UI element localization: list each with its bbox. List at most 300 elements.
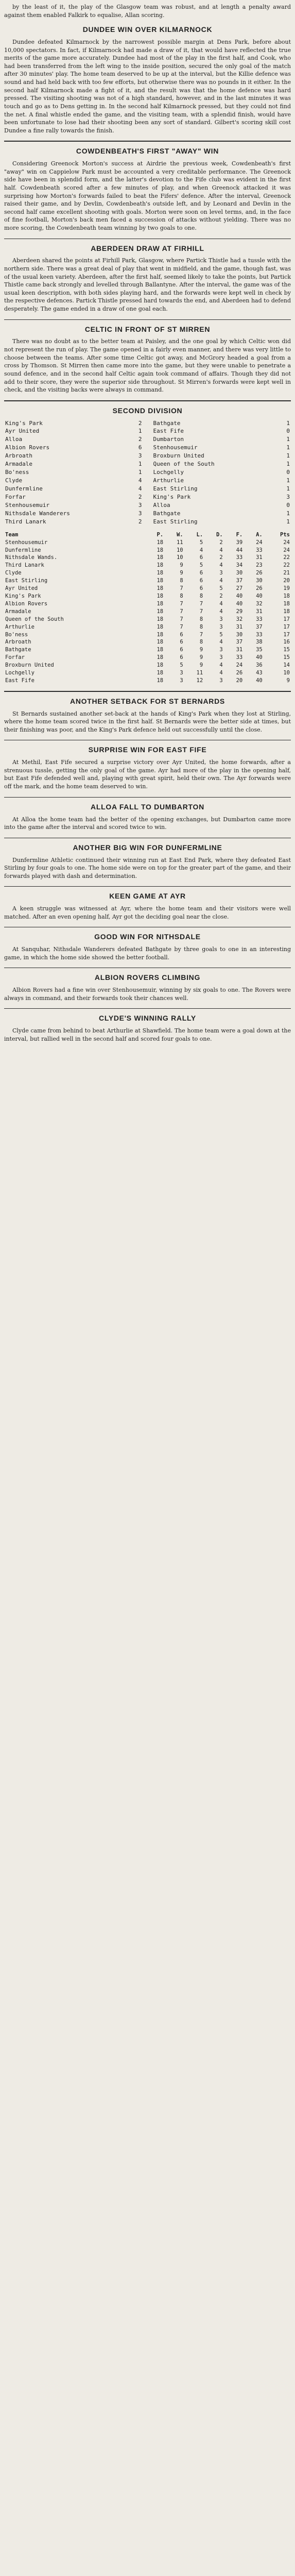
league-cell-points: 16 <box>283 639 290 646</box>
results-team-right: Arthurlie <box>153 477 184 484</box>
league-cell-drawn: 4 <box>219 578 223 584</box>
league-cell-played: 18 <box>157 677 164 684</box>
league-cell-lost: 9 <box>199 654 203 661</box>
league-cell-points: 15 <box>283 647 290 653</box>
league-cell-played: 18 <box>157 578 164 584</box>
league-cell-played: 18 <box>157 592 164 599</box>
league-cell-played: 18 <box>157 570 164 577</box>
results-team-right: Bathgate <box>153 510 181 517</box>
results-team-right: Broxburn United <box>153 452 204 460</box>
section-paragraph: Clyde came from behind to beat Arthurlie at Shawfield. The home team were a goal down at the interval, but rallied well in the second half and scored four goals to one. <box>4 1027 291 1042</box>
section-paragraph: At Sanquhar, Nithsdale Wanderers defeated Bathgate by three goals to one in an interesting game, in which the home side showed the better football. <box>4 946 291 961</box>
league-cell-team: Bo'ness <box>5 631 28 638</box>
league-cell-drawn: 4 <box>219 670 223 676</box>
league-cell-won: 11 <box>176 539 183 546</box>
league-row <box>4 562 291 569</box>
section-paragraph: St Bernards sustained another set-back at the hands of King's Park when they lost at Stirling, where the home team scored twice in the first half. St Bernards were the better side at times, but their finishing was poor, and the King's Park defence held out successfully until the close. <box>4 710 291 733</box>
results-row <box>4 452 291 460</box>
league-cell-against: 26 <box>256 585 263 592</box>
section-rule <box>4 691 291 692</box>
league-cell-won: 7 <box>180 585 183 592</box>
league-cell-against: 32 <box>256 600 263 607</box>
results-row <box>4 419 291 428</box>
league-cell-drawn: 3 <box>219 570 223 577</box>
section-title: ALBION ROVERS CLIMBING <box>94 973 201 982</box>
league-row <box>4 608 291 616</box>
league-cell-team: Clyde <box>5 570 22 577</box>
league-header-against: A. <box>256 531 263 538</box>
section-rule <box>4 319 291 320</box>
league-row <box>4 539 291 547</box>
league-cell-won: 6 <box>180 631 183 638</box>
league-cell-team: Stenhousemuir <box>5 539 48 546</box>
league-cell-won: 6 <box>180 654 183 661</box>
results-score-right: 1 <box>286 436 290 443</box>
league-cell-against: 43 <box>256 670 263 676</box>
results-score-left: 1 <box>138 428 142 435</box>
league-row <box>4 554 291 562</box>
league-cell-against: 33 <box>256 616 263 622</box>
league-cell-team: Dunfermline <box>5 547 41 553</box>
league-cell-for: 30 <box>236 570 243 577</box>
results-row <box>4 518 291 526</box>
league-cell-drawn: 4 <box>219 600 223 607</box>
section-aberdeen <box>4 244 291 313</box>
results-score-right: 1 <box>286 461 290 468</box>
section-second-division <box>4 406 291 685</box>
results-row <box>4 460 291 468</box>
opening-paragraph: by the least of it, the play of the Glasgow team was robust, and at length a penalty award against them enabled Falkirk to equalise, Allan scoring. <box>4 4 291 19</box>
results-table-wrap <box>4 419 291 526</box>
league-cell-against: 24 <box>256 539 263 546</box>
league-cell-for: 31 <box>236 647 243 653</box>
league-header-points: Pts <box>280 531 290 538</box>
league-cell-team: Armadale <box>5 608 31 615</box>
league-cell-lost: 12 <box>196 677 203 684</box>
league-cell-played: 18 <box>157 547 164 553</box>
section-title: CELTIC IN FRONT OF ST MIRREN <box>84 325 211 333</box>
league-cell-drawn: 3 <box>219 623 223 630</box>
results-score-left: 4 <box>138 477 142 484</box>
league-cell-for: 31 <box>236 623 243 630</box>
league-cell-played: 18 <box>157 539 164 546</box>
section-east-fife <box>4 745 291 790</box>
results-team-right: Dumbarton <box>153 436 184 443</box>
league-cell-won: 10 <box>176 554 183 561</box>
league-cell-drawn: 3 <box>219 616 223 622</box>
league-cell-played: 18 <box>157 608 164 615</box>
results-score-right: 1 <box>286 518 290 525</box>
section-clyde <box>4 1014 291 1043</box>
league-cell-played: 18 <box>157 670 164 676</box>
results-separator <box>143 518 152 526</box>
league-cell-points: 15 <box>283 654 290 661</box>
section-title: SECOND DIVISION <box>112 406 183 415</box>
league-cell-won: 9 <box>180 570 183 577</box>
league-cell-team: Arbroath <box>5 639 31 646</box>
results-team-left: Nithsdale Wanderers <box>5 510 70 517</box>
league-table <box>4 531 291 685</box>
league-cell-for: 33 <box>236 654 243 661</box>
league-cell-against: 31 <box>256 608 263 615</box>
league-cell-won: 3 <box>180 670 183 676</box>
league-cell-points: 14 <box>283 662 290 669</box>
league-cell-lost: 7 <box>199 608 203 615</box>
league-cell-team: Forfar <box>5 654 25 661</box>
results-score-right: 0 <box>286 501 290 509</box>
section-rule <box>4 797 291 798</box>
results-score-right: 1 <box>286 444 290 451</box>
league-cell-drawn: 2 <box>219 539 223 546</box>
results-separator <box>143 485 152 493</box>
league-row <box>4 677 291 685</box>
section-paragraph: At Alloa the home team had the better of the opening exchanges, but Dumbarton came more into the game after the interval and scored twice to win. <box>4 816 291 831</box>
league-cell-against: 23 <box>256 562 263 569</box>
league-cell-drawn: 3 <box>219 654 223 661</box>
league-row <box>4 577 291 585</box>
league-cell-lost: 7 <box>199 631 203 638</box>
league-cell-team: Ayr United <box>5 585 38 592</box>
league-cell-against: 36 <box>256 662 263 669</box>
league-cell-drawn: 2 <box>219 592 223 599</box>
league-cell-points: 21 <box>283 570 290 577</box>
results-score-left: 2 <box>138 493 142 500</box>
results-score-right: 1 <box>286 510 290 517</box>
results-team-left: Stenhousemuir <box>5 501 50 509</box>
results-score-left: 3 <box>138 501 142 509</box>
league-cell-played: 18 <box>157 639 164 646</box>
league-cell-team: Third Lanark <box>5 562 44 569</box>
results-team-left: Albion Rovers <box>5 444 50 451</box>
league-row <box>4 600 291 608</box>
league-header-played: P. <box>157 531 164 538</box>
league-row <box>4 662 291 669</box>
results-team-right: East Fife <box>153 428 184 435</box>
league-cell-for: 24 <box>236 662 243 669</box>
league-cell-lost: 8 <box>199 623 203 630</box>
section-title: SURPRISE WIN FOR EAST FIFE <box>88 745 207 754</box>
league-cell-points: 19 <box>283 585 290 592</box>
league-cell-drawn: 5 <box>219 585 223 592</box>
league-cell-played: 18 <box>157 554 164 561</box>
league-cell-lost: 11 <box>196 670 203 676</box>
league-header-won: W. <box>176 531 183 538</box>
results-score-right: 1 <box>286 477 290 484</box>
league-cell-for: 30 <box>236 631 243 638</box>
results-separator <box>143 493 152 501</box>
section-paragraph: At Methil, East Fife secured a surprise victory over Ayr United, the home forwards, after a strenuous tussle, getting the only goal of the game. Ayr had more of the play in the opening half, but East Fife defended well and, playing with great spirit, held their own. The Ayr forwards were off the mark, and the home team deserved to win. <box>4 759 291 790</box>
league-cell-drawn: 3 <box>219 677 223 684</box>
league-cell-for: 44 <box>236 547 243 553</box>
results-score-left: 6 <box>138 444 142 451</box>
results-score-left: 2 <box>138 436 142 443</box>
section-title: ALLOA FALL TO DUMBARTON <box>91 802 204 811</box>
league-cell-played: 18 <box>157 562 164 569</box>
league-cell-lost: 8 <box>199 592 203 599</box>
league-cell-for: 33 <box>236 554 243 561</box>
results-team-left: Clyde <box>5 477 23 484</box>
results-team-left: Ayr United <box>5 428 40 435</box>
league-cell-played: 18 <box>157 600 164 607</box>
results-separator <box>143 477 152 485</box>
results-team-right: Queen of the South <box>153 461 215 468</box>
league-cell-points: 24 <box>283 547 290 553</box>
league-cell-against: 37 <box>256 623 263 630</box>
league-row <box>4 638 291 646</box>
league-cell-lost: 6 <box>199 570 203 577</box>
section-paragraph: Dundee defeated Kilmarnock by the narrowest possible margin at Dens Park, before about 10,000 spectators. In fact, if Kilmarnock had made a draw of it, that would have reflected the true merits of the game more accurately. Dundee had most of the play in the first half, and Cook, who had been transferred from the left wing to the inside position, secured the only goal of the match after 30 minutes' play. The home team deserved to be up at the interval, but the Killie defence was sound and had held back with too few efforts, but otherwise there was no pounds in it either. In the second half Kilmarnock made a fight of it, and the result was that the home defence was hard pressed. The visiting shooting was not of a high standard, however, and in the last minutes it was touch and go as to Dens getting in. In the second half Kilmarnock pressed, but they could not find the net. A final whistle ended the game, and the visiting team, with a splendid finish, would have been unfortunate to lose had their shooting been any sort of standard. Gilbert's scoring skill cost Dundee a fine rally towards the finish. <box>4 39 291 134</box>
league-cell-won: 8 <box>180 578 183 584</box>
league-row <box>4 623 291 631</box>
results-score-left: 4 <box>138 485 142 493</box>
results-row <box>4 468 291 477</box>
league-cell-lost: 6 <box>199 554 203 561</box>
results-team-right: Stenhousemuir <box>153 444 198 451</box>
section-paragraph: Aberdeen shared the points at Firhill Park, Glasgow, where Partick Thistle had a tussle with the northern side. There was a great deal of play that went in midfield, and the game, though fast, was of the usual keen variety. Aberdeen, after the first half, seemed likely to take the points, but Partick Thistle came back strongly and levelled through Ballantyne. After the interval, the game was of the usual keen description, with both sides playing hard, and the forwards were kept well in check by the respective defences. Partick Thistle pressed hard towards the end, and Aberdeen had to defend desperately. The game ended in a draw of one goal each. <box>4 257 291 313</box>
league-cell-against: 26 <box>256 570 263 577</box>
results-score-left: 1 <box>138 461 142 468</box>
results-row <box>4 477 291 485</box>
results-row <box>4 510 291 518</box>
section-rule <box>4 400 291 401</box>
league-row <box>4 646 291 654</box>
league-cell-won: 8 <box>180 592 183 599</box>
section-title: ABERDEEN DRAW AT FIRHILL <box>91 244 204 252</box>
section-rule <box>4 886 291 887</box>
league-cell-for: 37 <box>236 639 243 646</box>
league-cell-lost: 8 <box>199 616 203 622</box>
league-cell-played: 18 <box>157 654 164 661</box>
league-cell-drawn: 3 <box>219 647 223 653</box>
results-separator <box>143 468 152 477</box>
league-body <box>4 539 291 685</box>
results-score-right: 3 <box>286 493 290 500</box>
results-team-right: East Stirling <box>153 485 198 493</box>
section-dunfermline <box>4 843 291 880</box>
league-row <box>4 547 291 554</box>
league-cell-against: 38 <box>256 639 263 646</box>
league-cell-lost: 9 <box>199 647 203 653</box>
league-header-lost: L. <box>196 531 203 538</box>
league-cell-points: 22 <box>283 554 290 561</box>
results-row <box>4 501 291 510</box>
league-cell-against: 33 <box>256 631 263 638</box>
league-cell-won: 6 <box>180 639 183 646</box>
results-team-right: Lochgelly <box>153 469 184 476</box>
league-header-row <box>4 531 291 539</box>
league-cell-team: Nithsdale Wands. <box>5 554 58 561</box>
league-cell-drawn: 4 <box>219 639 223 646</box>
section-title: ANOTHER BIG WIN FOR DUNFERMLINE <box>73 843 222 852</box>
league-cell-points: 17 <box>283 616 290 622</box>
league-cell-for: 20 <box>236 677 243 684</box>
section-celtic <box>4 325 291 394</box>
results-score-left: 2 <box>138 518 142 525</box>
league-cell-lost: 5 <box>199 562 203 569</box>
section-ayr <box>4 892 291 921</box>
results-score-right: 1 <box>286 452 290 460</box>
results-separator <box>143 501 152 510</box>
league-cell-played: 18 <box>157 623 164 630</box>
results-team-right: East Stirling <box>153 518 198 525</box>
league-cell-points: 9 <box>286 677 290 684</box>
league-cell-points: 22 <box>283 562 290 569</box>
section-rule <box>4 141 291 142</box>
section-title: COWDENBEATH'S FIRST "AWAY" WIN <box>76 147 219 156</box>
league-cell-points: 17 <box>283 631 290 638</box>
league-header-team: Team <box>5 531 19 538</box>
section-paragraph: Albion Rovers had a fine win over Stenhousemuir, winning by six goals to one. The Rovers were always in command, and their forwards took their chances well. <box>4 987 291 1002</box>
section-title: CLYDE'S WINNING RALLY <box>99 1014 196 1023</box>
section-title: GOOD WIN FOR NITHSDALE <box>94 933 201 941</box>
league-cell-points: 10 <box>283 670 290 676</box>
league-cell-for: 27 <box>236 585 243 592</box>
results-row <box>4 427 291 435</box>
league-cell-drawn: 4 <box>219 562 223 569</box>
league-cell-drawn: 5 <box>219 631 223 638</box>
results-separator <box>143 435 152 444</box>
league-cell-drawn: 2 <box>219 554 223 561</box>
league-cell-team: Albion Rovers <box>5 600 48 607</box>
league-cell-won: 3 <box>180 677 183 684</box>
section-cowdenbeath <box>4 147 291 232</box>
league-cell-won: 7 <box>180 616 183 622</box>
league-cell-against: 40 <box>256 654 263 661</box>
league-row <box>4 631 291 639</box>
league-cell-won: 6 <box>180 647 183 653</box>
results-separator <box>143 510 152 518</box>
league-cell-against: 31 <box>256 554 263 561</box>
league-cell-won: 7 <box>180 623 183 630</box>
section-rule <box>4 1008 291 1009</box>
league-cell-points: 17 <box>283 623 290 630</box>
results-score-right: 0 <box>286 428 290 435</box>
league-cell-team: Broxburn United <box>5 662 54 669</box>
results-team-left: Arbroath <box>5 452 32 460</box>
league-cell-for: 37 <box>236 578 243 584</box>
section-paragraph: There was no doubt as to the better team at Paisley, and the one goal by which Celtic won did not represent the run of play. The game opened in a fairly even manner, and there was very little to choose between the teams. After some time Celtic got away, and McGrory headed a goal from a cross by Thomson. St Mirren then came more into the game, but they were unable to penetrate a sound defence, and in the second half Celtic again took command of affairs. Though they did not add to their score, they were the superior side throughout. St Mirren's forwards were kept well in check, and the visiting backs were always in command. <box>4 338 291 394</box>
league-cell-drawn: 4 <box>219 547 223 553</box>
opening-block <box>4 3 291 19</box>
results-row <box>4 435 291 444</box>
league-cell-team: East Stirling <box>5 578 48 584</box>
results-separator <box>143 444 152 452</box>
league-cell-points: 18 <box>283 608 290 615</box>
league-cell-drawn: 4 <box>219 662 223 669</box>
league-cell-team: East Fife <box>5 677 34 684</box>
results-separator <box>143 427 152 435</box>
section-nithsdale <box>4 933 291 961</box>
league-cell-team: Queen of the South <box>5 616 64 622</box>
league-row <box>4 569 291 577</box>
results-team-left: Third Lanark <box>5 518 46 525</box>
results-team-left: Forfar <box>5 493 26 500</box>
results-score-right: 0 <box>286 469 290 476</box>
section-alloa <box>4 803 291 832</box>
results-table <box>4 419 291 526</box>
league-cell-won: 7 <box>180 608 183 615</box>
results-score-left: 2 <box>138 419 142 427</box>
results-team-left: Alloa <box>5 436 23 443</box>
league-row <box>4 616 291 623</box>
results-team-right: Bathgate <box>153 419 181 427</box>
results-score-left: 3 <box>138 452 142 460</box>
league-cell-played: 18 <box>157 585 164 592</box>
league-cell-for: 39 <box>236 539 243 546</box>
results-row <box>4 444 291 452</box>
section-title: ANOTHER SETBACK FOR ST BERNARDS <box>70 697 225 705</box>
league-cell-points: 24 <box>283 539 290 546</box>
league-cell-for: 29 <box>236 608 243 615</box>
league-cell-won: 7 <box>180 600 183 607</box>
league-cell-against: 40 <box>256 677 263 684</box>
league-cell-team: Lochgelly <box>5 670 34 676</box>
league-cell-team: Arthurlie <box>5 623 34 630</box>
results-row <box>4 493 291 501</box>
results-team-left: King's Park <box>5 419 43 427</box>
results-team-right: King's Park <box>153 493 191 500</box>
league-header-for: F. <box>236 531 243 538</box>
league-cell-team: Bathgate <box>5 647 31 653</box>
league-cell-lost: 7 <box>199 600 203 607</box>
results-team-left: Bo'ness <box>5 469 29 476</box>
league-cell-lost: 8 <box>199 639 203 646</box>
section-st-bernards <box>4 697 291 734</box>
league-cell-against: 30 <box>256 578 263 584</box>
results-team-left: Armadale <box>5 461 32 468</box>
league-cell-for: 26 <box>236 670 243 676</box>
league-cell-won: 10 <box>176 547 183 553</box>
section-paragraph: Dunfermline Athletic continued their winning run at East End Park, where they defeated East Stirling by four goals to one. The home side were on top for the greater part of the game, and their forwards played with dash and determination. <box>4 856 291 879</box>
section-title: DUNDEE WIN OVER KILMARNOCK <box>82 25 213 34</box>
league-cell-played: 18 <box>157 616 164 622</box>
league-cell-drawn: 4 <box>219 608 223 615</box>
league-cell-for: 32 <box>236 616 243 622</box>
results-separator <box>143 452 152 460</box>
league-cell-points: 18 <box>283 600 290 607</box>
league-cell-lost: 4 <box>199 547 203 553</box>
league-cell-played: 18 <box>157 662 164 669</box>
league-cell-for: 40 <box>236 592 243 599</box>
results-team-right: Alloa <box>153 501 170 509</box>
league-cell-played: 18 <box>157 631 164 638</box>
league-cell-won: 5 <box>180 662 183 669</box>
league-row <box>4 654 291 662</box>
league-cell-points: 20 <box>283 578 290 584</box>
section-paragraph: Considering Greenock Morton's success at Airdrie the previous week, Cowdenbeath's first "away" win on Cappielow Park must be accounted a very creditable performance. The Greenock side have been in splendid form, and the latter's devotion to the Fife club was evident in the first half. Cowdenbeath scored after a few minutes of play, and when Greenock attacked it was surprising how Morton's forwards failed to beat the Fifers' defence. After the interval, Greenock raised their game, and by Devlin, Cowdenbeath's outside left, and by Leonard and Devlin in the second half came excellent shooting with goals. Morton were soon on level terms, and, in the face of fine football, Morton's back men faced a succession of attacks without yielding. There was no more scoring, the Cowdenbeath team winning by two goals to one. <box>4 160 291 231</box>
league-header-drawn: D. <box>216 531 223 538</box>
league-cell-lost: 6 <box>199 578 203 584</box>
section-dundee <box>4 25 291 134</box>
league-cell-lost: 9 <box>199 662 203 669</box>
league-cell-against: 35 <box>256 647 263 653</box>
league-row <box>4 585 291 592</box>
results-separator <box>143 460 152 468</box>
section-title: KEEN GAME AT AYR <box>109 892 186 901</box>
results-row <box>4 485 291 493</box>
league-cell-for: 34 <box>236 562 243 569</box>
league-cell-played: 18 <box>157 647 164 653</box>
league-row <box>4 592 291 600</box>
results-team-left: Dunfermline <box>5 485 43 493</box>
results-score-right: 1 <box>286 419 290 427</box>
results-score-right: 1 <box>286 485 290 493</box>
league-cell-lost: 6 <box>199 585 203 592</box>
league-cell-for: 40 <box>236 600 243 607</box>
results-score-left: 1 <box>138 469 142 476</box>
league-cell-lost: 5 <box>199 539 203 546</box>
league-cell-against: 33 <box>256 547 263 553</box>
